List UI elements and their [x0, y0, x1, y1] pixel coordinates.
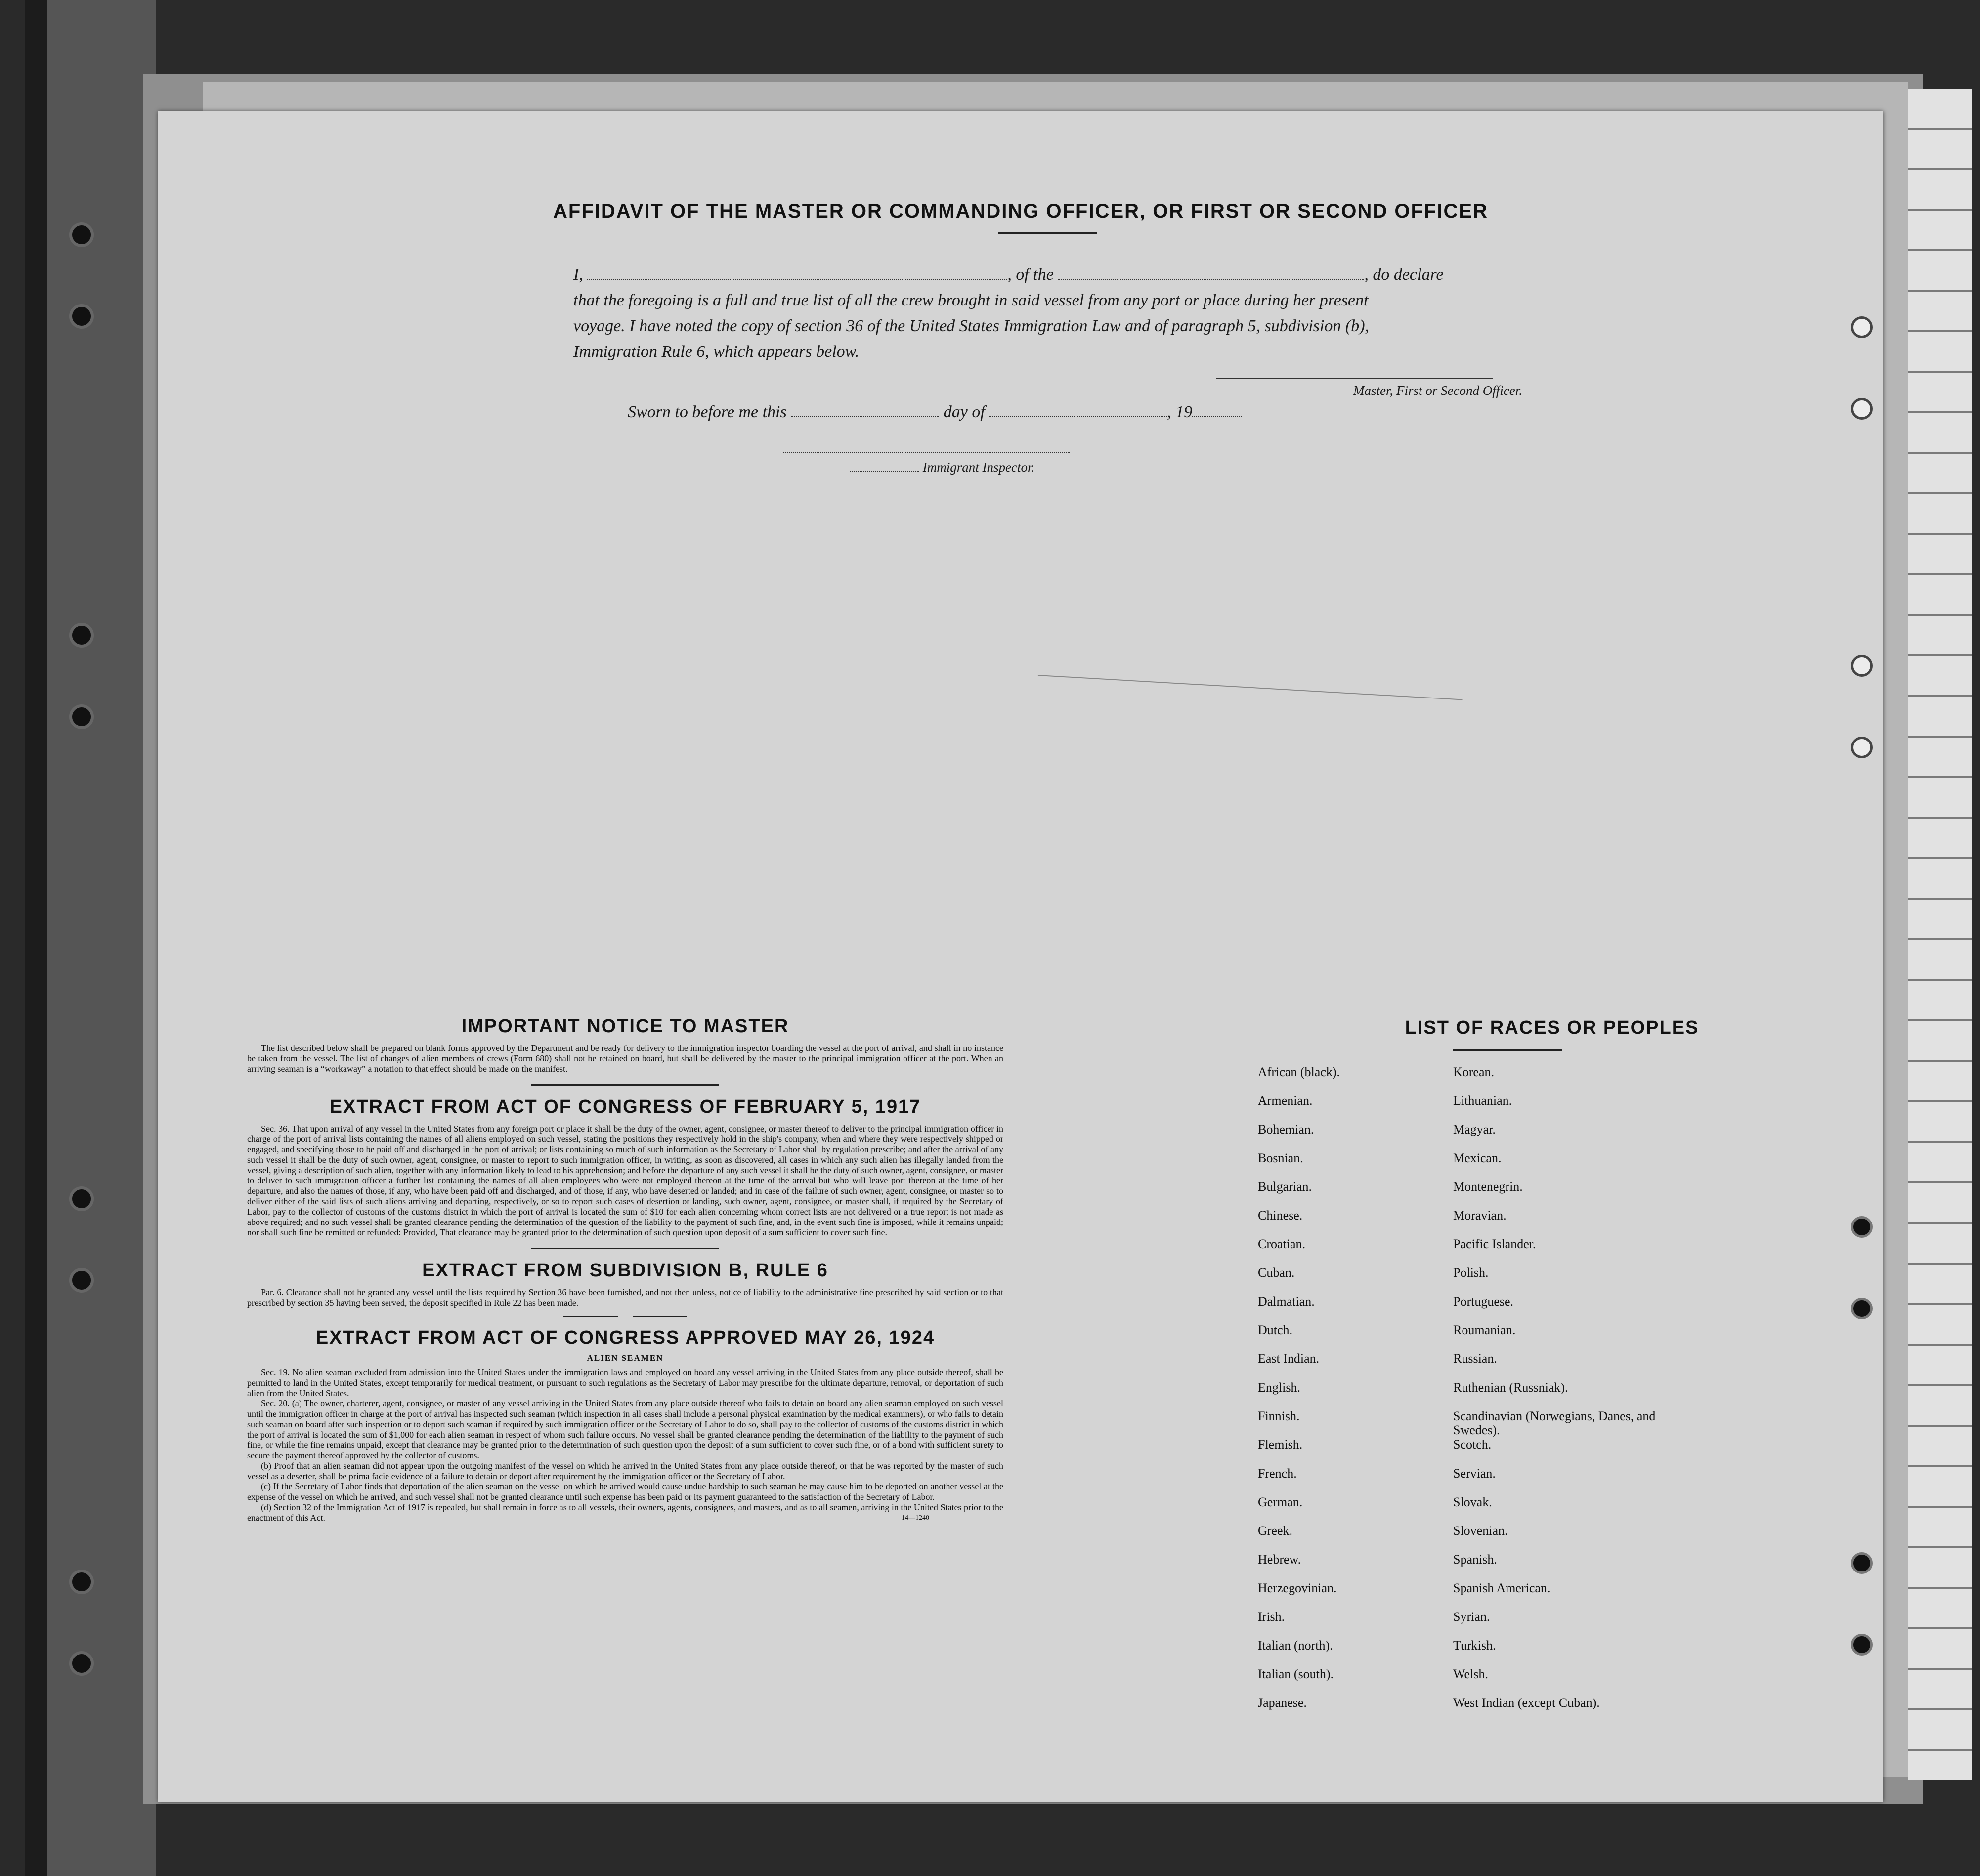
race-item: Bosnian.	[1258, 1151, 1303, 1165]
binder-hole	[69, 304, 94, 329]
race-item: Bohemian.	[1258, 1122, 1314, 1136]
alien-seamen-subtitle: ALIEN SEAMEN	[587, 1353, 664, 1363]
binder-hole	[69, 1651, 94, 1676]
races-column-1	[1258, 1060, 1446, 1720]
stray-pencil-mark	[1038, 675, 1463, 700]
inspector-signature-line[interactable]	[783, 452, 1070, 453]
race-item: Turkish.	[1453, 1638, 1496, 1653]
notice-title: IMPORTANT NOTICE TO MASTER	[461, 1016, 789, 1037]
affidavit-title: AFFIDAVIT OF THE MASTER OR COMMANDING OFFICER, OR FIRST OR SECOND OFFICER	[553, 200, 1488, 222]
master-signature-line[interactable]	[1216, 378, 1493, 379]
affidavit-line-4: Immigration Rule 6, which appears below.	[573, 343, 860, 361]
sec-20c-text: (c) If the Secretary of Labor finds that deportation of the alien seaman on the vessel on which he arrived would cause undue hardship to such seaman he may cause him to be deported on another vessel at the expense of the vessel on which he arrived, and such vessel shall not be granted clearance until such expense has been paid or its payment guaranteed to the satisfaction of the Secretary of Labor.	[247, 1482, 1003, 1502]
race-item: Cuban.	[1258, 1265, 1295, 1280]
race-item: African (black).	[1258, 1065, 1340, 1079]
race-item: Mexican.	[1453, 1151, 1502, 1165]
race-item: Slovenian.	[1453, 1524, 1508, 1538]
affidavit-line-1	[573, 262, 1552, 288]
sworn-day-of: day of	[943, 403, 985, 421]
race-item: Welsh.	[1453, 1667, 1488, 1681]
binder-hole	[69, 1268, 94, 1293]
sec-19-text: Sec. 19. No alien seaman excluded from admission into the United States under the immigration laws and employed on board any vessel arriving in the United States from any place outside thereof, shall be permitted to land in the United States, except temporarily for medical treatment, or pursuant to such regulations as the Secretary of Labor may prescribe for the ultimate departure, removal, or deportation of such alien from the United States.	[247, 1367, 1003, 1398]
race-item: Dutch.	[1258, 1323, 1293, 1337]
extract-rule6-text: Par. 6. Clearance shall not be granted any vessel until the lists required by Section 36 have been furnished, and not then unless, notice of liability to the administrative fine prescribed by said section or to that prescribed by section 35 having been served, the deposit specified in Rule 22 has been made.	[247, 1287, 1003, 1308]
race-item: Scotch.	[1453, 1438, 1492, 1452]
race-item: Pacific Islander.	[1453, 1237, 1536, 1251]
race-item: Slovak.	[1453, 1495, 1492, 1509]
affidavit-title-rule	[998, 232, 1097, 234]
race-item: Italian (south).	[1258, 1667, 1334, 1681]
races-title: LIST OF RACES OR PEOPLES	[1405, 1017, 1699, 1038]
affidavit-do-declare: , do declare	[1364, 265, 1444, 284]
race-item: Portuguese.	[1453, 1294, 1514, 1309]
races-title-rule	[1453, 1049, 1562, 1051]
punch-hole	[1851, 398, 1873, 420]
affidavit-i: I,	[573, 265, 583, 284]
race-item: Roumanian.	[1453, 1323, 1516, 1337]
binder-hole	[69, 222, 94, 247]
sworn-year-prefix: , 19	[1167, 403, 1193, 421]
extract-1924-title: EXTRACT FROM ACT OF CONGRESS APPROVED MAY 26, 1924	[315, 1327, 935, 1348]
race-item: East Indian.	[1258, 1352, 1320, 1366]
inspector-dots	[850, 462, 919, 472]
divider	[531, 1248, 719, 1249]
vessel-name-blank[interactable]	[1058, 266, 1364, 280]
punch-hole	[1851, 1634, 1873, 1656]
punch-hole	[1851, 1552, 1873, 1574]
race-item: Scandinavian (Norwegians, Danes, and Swedes).	[1453, 1409, 1656, 1437]
extract-1917-text: Sec. 36. That upon arrival of any vessel in the United States from any foreign port or place it shall be the duty of the owner, agent, consignee, or master thereof to deliver to the principal immigration officer in charge of the port of arrival lists containing the names of all aliens employed on such vessel, stating the positions they respectively hold in the ship's company, when and where they were respectively shipped or engaged, and specifying those to be paid off and discharged in the port of arrival; or lists containing so much of such information as the Secretary of Labor shall by regulation prescribe; and after the arrival of any such vessel it shall be the duty of such owner, agent, consignee, or master to report to such immigration officer, in writing, as soon as discovered, all cases in which any such alien has illegally landed from the vessel, giving a description of such alien, together with any information likely to lead to his apprehension; and before the departure of any such vessel it shall be the duty of such owner, agent, consignee, or master to deliver to such immigration officer a further list containing the names of all alien employees who were not employed thereon at the time of the arrival but who will leave port thereon at the time of her departure, and also the names of those, if any, who have been paid off and discharged, and of those, if any, who have deserted or landed; and in case of the failure of such owner, agent, consignee, or master so to deliver either of the said lists of such aliens arriving and departing, respectively, or so to report such cases of desertion or landing, such owner, agent, consignee, or master shall, if required by the Secretary of Labor, pay to the collector of customs of the customs district in which the port of arrival is located the sum of $10 for each alien concerning whom correct lists are not delivered or a true report is not made as above required; and no such vessel shall be granted clearance pending the determination of the question of the liability to the payment of such fine, and, in the event such fine is imposed, while it remains unpaid; nor shall such fine be remitted or refunded: Provided, That clearance may be granted prior to the determination of such question upon deposit of a sum sufficient to cover such fine.	[247, 1124, 1003, 1237]
race-item: Spanish.	[1453, 1552, 1497, 1567]
sworn-year-blank[interactable]	[1192, 403, 1242, 417]
binder-hole	[69, 623, 94, 648]
divider	[247, 1316, 1003, 1317]
race-item: Moravian.	[1453, 1208, 1507, 1222]
race-item: West Indian (except Cuban).	[1453, 1696, 1600, 1710]
race-item: Polish.	[1453, 1265, 1489, 1280]
sec-20b-text: (b) Proof that an alien seaman did not appear upon the outgoing manifest of the vessel on which he arrived in the United States from any place outside thereof, or that he was reported by the master of such vessel as a deserter, shall be prima facie evidence of a failure to detain or deport after requirement by the immigration officer or the Secretary of Labor.	[247, 1461, 1003, 1481]
extract-1917-title: EXTRACT FROM ACT OF CONGRESS OF FEBRUARY 5, 1917	[329, 1096, 921, 1117]
master-name-blank[interactable]	[587, 266, 1007, 280]
binder-hole	[69, 704, 94, 729]
master-signature-label: Master, First or Second Officer.	[1353, 383, 1522, 398]
ruled-page-edge	[1908, 89, 1972, 1780]
sec-20a-text: Sec. 20. (a) The owner, charterer, agent, consignee, or master of any vessel arriving in the United States from any place outside thereof who fails to detain on board any alien seaman employed on such vessel until the immigration officer in charge at the port of arrival has inspected such seaman (which inspection in all cases shall include a personal physical examination by the medical examiners), or who fails to detain such seaman on board after such inspection or to deport such seaman if required by such immigration officer or the Secretary of Labor to do so, shall pay to the collector of customs of the customs district in which the port of arrival is located the sum of $1,000 for each alien seaman in respect of whom such failure occurs. No vessel shall be granted clearance pending the determination of the liability to the payment of such fine, or while the fine remains unpaid, except that clearance may be granted prior to the determination of such question upon the deposit of a sum sufficient to cover such fine, or of a bond with sufficient surety to secure the payment thereof approved by the collector of customs.	[247, 1398, 1003, 1460]
race-item: Syrian.	[1453, 1610, 1490, 1624]
race-item: Flemish.	[1258, 1438, 1303, 1452]
race-item: Hebrew.	[1258, 1552, 1301, 1567]
race-item: Italian (north).	[1258, 1638, 1333, 1653]
punch-hole	[1851, 1298, 1873, 1319]
sworn-day-blank[interactable]	[791, 403, 939, 417]
race-item: English.	[1258, 1380, 1300, 1395]
inspector-label: Immigrant Inspector.	[922, 460, 1035, 475]
race-item: Croatian.	[1258, 1237, 1306, 1251]
race-item: French.	[1258, 1466, 1297, 1481]
punch-hole	[1851, 737, 1873, 758]
race-item: Japanese.	[1258, 1696, 1307, 1710]
affidavit-line-2: that the foregoing is a full and true list of all the crew brought in said vessel from any port or place during her present	[573, 291, 1369, 309]
race-item: Bulgarian.	[1258, 1179, 1312, 1194]
sworn-line	[628, 403, 1320, 422]
affidavit-line-3: voyage. I have noted the copy of section 36 of the United States Immigration Law and of paragraph 5, subdivision (b),	[573, 317, 1370, 335]
race-item: Irish.	[1258, 1610, 1285, 1624]
binder-hole	[69, 1186, 94, 1211]
affidavit-body	[573, 262, 1552, 365]
sworn-month-blank[interactable]	[989, 403, 1167, 417]
races-column-2	[1453, 1060, 1700, 1720]
notice-text: The list described below shall be prepared on blank forms approved by the Department and be ready for delivery to the immigration inspector boarding the vessel at the port of arrival, and shall in no instance be taken from the vessel. The list of changes of alien members of crews (Form 680) shall not be retained on board, but shall be delivered by the master to the principal immigration officer at the port. When an arriving seaman is a “workaway” a notation to that effect should be made on the manifest.	[247, 1043, 1003, 1074]
race-item: Korean.	[1453, 1065, 1495, 1079]
binder-edge	[47, 0, 156, 1876]
divider	[531, 1084, 719, 1086]
sec-20d-text: (d) Section 32 of the Immigration Act of 1917 is repealed, but shall remain in force as to all vessels, their owners, agents, consignees, and masters, and as to all seamen, arriving in the United States prior to the enactment of this Act.	[247, 1502, 1003, 1523]
inspector-label-row	[850, 460, 1147, 475]
crew-manifest-back-page	[158, 111, 1883, 1802]
race-item: Armenian.	[1258, 1093, 1313, 1108]
sworn-prefix: Sworn to before me this	[628, 403, 787, 421]
race-item: Spanish American.	[1453, 1581, 1550, 1595]
binder-hole	[69, 1570, 94, 1594]
race-item: Finnish.	[1258, 1409, 1300, 1423]
form-number: 14—1240	[902, 1514, 929, 1522]
extract-rule6-title: EXTRACT FROM SUBDIVISION B, RULE 6	[422, 1260, 828, 1281]
punch-hole	[1851, 316, 1873, 338]
race-item: Chinese.	[1258, 1208, 1303, 1222]
race-item: Greek.	[1258, 1524, 1293, 1538]
race-item: Lithuanian.	[1453, 1093, 1512, 1108]
race-item: Servian.	[1453, 1466, 1496, 1481]
legal-extracts-column	[247, 1016, 1003, 1522]
race-item: Magyar.	[1453, 1122, 1496, 1136]
affidavit-of-the: , of the	[1007, 265, 1054, 284]
race-item: Ruthenian (Russniak).	[1453, 1380, 1568, 1395]
race-item: Montenegrin.	[1453, 1179, 1523, 1194]
race-item: German.	[1258, 1495, 1303, 1509]
race-item: Russian.	[1453, 1352, 1497, 1366]
punch-hole	[1851, 1216, 1873, 1238]
punch-hole	[1851, 655, 1873, 677]
race-item: Dalmatian.	[1258, 1294, 1315, 1309]
race-item: Herzegovinian.	[1258, 1581, 1337, 1595]
